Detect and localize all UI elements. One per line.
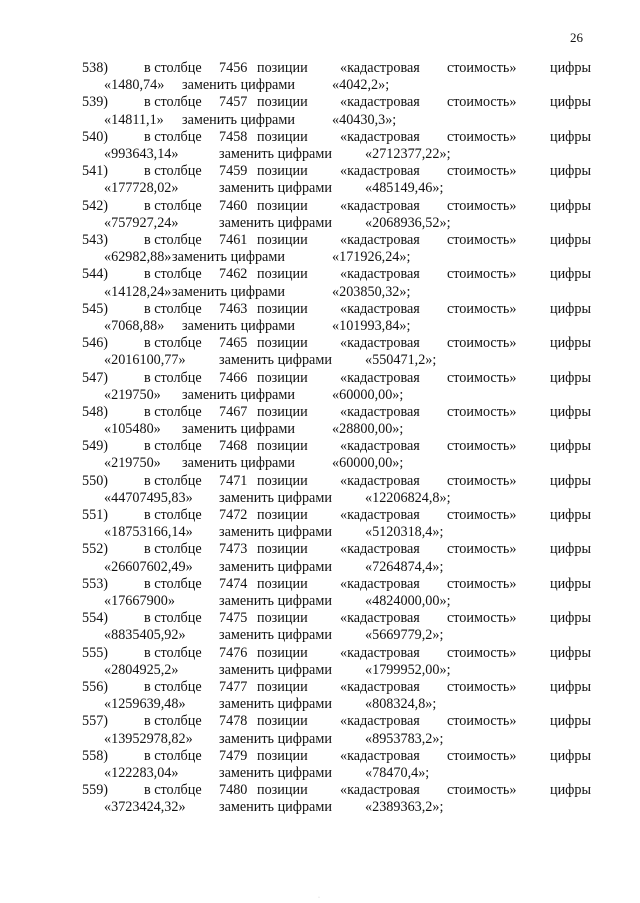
old-value: «44707495,83» [104, 489, 193, 506]
in-column-label: в столбце [144, 782, 202, 799]
positions-label: позиции [257, 644, 308, 661]
item-number: 538) [82, 60, 109, 76]
replace-label: заменить цифрами [182, 421, 295, 438]
replace-label: заменить цифрами [172, 249, 285, 266]
old-value: «14128,24» [104, 283, 172, 300]
digits-label: цифры [550, 403, 592, 420]
column-code: 7459 [219, 163, 248, 180]
new-value: «2068936,52»; [365, 214, 451, 231]
item-number: 559) [82, 782, 109, 799]
cadastral-label: «кадастровая [340, 782, 420, 799]
in-column-label: в столбце [144, 713, 202, 730]
amendment-item [82, 438, 602, 472]
in-column-label: в столбце [144, 679, 202, 696]
cadastral-label: «кадастровая [340, 197, 420, 214]
amendment-line-2 [82, 146, 602, 163]
new-value: «203850,32»; [332, 283, 411, 300]
amendment-line-2 [82, 627, 602, 644]
new-value: «4824000,00»; [365, 593, 451, 610]
value-label: стоимость» [447, 94, 517, 111]
replace-label: заменить цифрами [219, 558, 332, 575]
digits-label: цифры [550, 163, 592, 180]
replace-label: заменить цифрами [182, 455, 295, 472]
digits-label: цифры [550, 507, 592, 524]
digits-label: цифры [550, 713, 592, 730]
amendment-item [82, 370, 602, 404]
old-value: «13952978,82» [104, 730, 193, 747]
value-label: стоимость» [447, 713, 517, 730]
value-label: стоимость» [447, 747, 517, 764]
in-column-label: в столбце [144, 231, 202, 248]
in-column-label: в столбце [144, 163, 202, 180]
digits-label: цифры [550, 266, 592, 283]
old-value: «17667900» [104, 593, 175, 610]
new-value: «2389363,2»; [365, 799, 444, 816]
cadastral-label: «кадастровая [340, 128, 420, 145]
old-value: «3723424,32» [104, 799, 186, 816]
column-code: 7476 [219, 644, 248, 661]
amendment-line-2 [82, 593, 602, 610]
column-code: 7460 [219, 197, 248, 214]
cadastral-label: «кадастровая [340, 60, 420, 76]
item-number: 543) [82, 231, 109, 248]
digits-label: цифры [550, 541, 592, 558]
value-label: стоимость» [447, 679, 517, 696]
amendment-line-1 [82, 782, 602, 799]
value-label: стоимость» [447, 335, 517, 352]
column-code: 7475 [219, 610, 248, 627]
in-column-label: в столбце [144, 335, 202, 352]
item-number: 539) [82, 94, 109, 111]
value-label: стоимость» [447, 60, 517, 76]
replace-label: заменить цифрами [182, 77, 295, 94]
amendment-item [82, 163, 602, 197]
in-column-label: в столбце [144, 610, 202, 627]
in-column-label: в столбце [144, 369, 202, 386]
item-number: 549) [82, 438, 109, 455]
positions-label: позиции [257, 60, 308, 76]
cadastral-label: «кадастровая [340, 163, 420, 180]
amendment-item [82, 507, 602, 541]
old-value: «177728,02» [104, 180, 179, 197]
old-value: «122283,04» [104, 765, 179, 781]
digits-label: цифры [550, 472, 592, 489]
item-number: 551) [82, 507, 109, 524]
digits-label: цифры [550, 679, 592, 696]
cadastral-label: «кадастровая [340, 472, 420, 489]
amendment-item [82, 713, 602, 747]
old-value: «62982,88» [104, 249, 172, 266]
amendment-line-1 [82, 645, 602, 662]
positions-label: позиции [257, 472, 308, 489]
column-code: 7478 [219, 713, 248, 730]
in-column-label: в столбце [144, 403, 202, 420]
column-code: 7462 [219, 266, 248, 283]
digits-label: цифры [550, 438, 592, 455]
amendment-line-1 [82, 301, 602, 318]
positions-label: позиции [257, 747, 308, 764]
in-column-label: в столбце [144, 94, 202, 111]
in-column-label: в столбце [144, 197, 202, 214]
amendment-line-2 [82, 215, 602, 232]
amendment-line-1 [82, 266, 602, 283]
cadastral-label: «кадастровая [340, 300, 420, 317]
positions-label: позиции [257, 713, 308, 730]
digits-label: цифры [550, 197, 592, 214]
old-value: «18753166,14» [104, 524, 193, 541]
page-number: 26 [570, 30, 583, 45]
value-label: стоимость» [447, 782, 517, 799]
value-label: стоимость» [447, 128, 517, 145]
positions-label: позиции [257, 94, 308, 111]
column-code: 7474 [219, 575, 248, 592]
positions-label: позиции [257, 507, 308, 524]
footer-mark: · [318, 895, 320, 901]
digits-label: цифры [550, 610, 592, 627]
old-value: «2804925,2» [104, 661, 179, 678]
amendment-line-1 [82, 129, 602, 146]
item-number: 547) [82, 369, 109, 386]
digits-label: цифры [550, 747, 592, 764]
in-column-label: в столбце [144, 438, 202, 455]
amendment-line-2 [82, 421, 602, 438]
digits-label: цифры [550, 300, 592, 317]
amendment-line-1 [82, 94, 602, 111]
in-column-label: в столбце [144, 128, 202, 145]
item-number: 548) [82, 403, 109, 420]
amendment-item [82, 232, 602, 266]
value-label: стоимость» [447, 507, 517, 524]
amendment-item [82, 473, 602, 507]
amendment-line-2 [82, 731, 602, 748]
value-label: стоимость» [447, 403, 517, 420]
new-value: «2712377,22»; [365, 145, 451, 162]
positions-label: позиции [257, 335, 308, 352]
amendment-item [82, 610, 602, 644]
amendment-line-1 [82, 748, 602, 765]
replace-label: заменить цифрами [219, 593, 332, 610]
value-label: стоимость» [447, 197, 517, 214]
positions-label: позиции [257, 575, 308, 592]
replace-label: заменить цифрами [219, 661, 332, 678]
cadastral-label: «кадастровая [340, 438, 420, 455]
amendment-line-2 [82, 77, 602, 94]
column-code: 7479 [219, 747, 248, 764]
in-column-label: в столбце [144, 747, 202, 764]
item-number: 545) [82, 300, 109, 317]
in-column-label: в столбце [144, 644, 202, 661]
replace-label: заменить цифрами [219, 214, 332, 231]
cadastral-label: «кадастровая [340, 575, 420, 592]
in-column-label: в столбце [144, 472, 202, 489]
amendment-line-1 [82, 438, 602, 455]
column-code: 7465 [219, 335, 248, 352]
new-value: «485149,46»; [365, 180, 444, 197]
positions-label: позиции [257, 197, 308, 214]
in-column-label: в столбце [144, 507, 202, 524]
amendment-line-1 [82, 335, 602, 352]
positions-label: позиции [257, 541, 308, 558]
new-value: «808324,8»; [365, 696, 437, 713]
column-code: 7467 [219, 403, 248, 420]
positions-label: позиции [257, 128, 308, 145]
item-number: 541) [82, 163, 109, 180]
old-value: «2016100,77» [104, 352, 186, 369]
amendment-line-2 [82, 524, 602, 541]
positions-label: позиции [257, 438, 308, 455]
amendment-line-2 [82, 559, 602, 576]
item-number: 557) [82, 713, 109, 730]
replace-label: заменить цифрами [219, 180, 332, 197]
column-code: 7477 [219, 679, 248, 696]
column-code: 7471 [219, 472, 248, 489]
value-label: стоимость» [447, 438, 517, 455]
amendment-item [82, 541, 602, 575]
column-code: 7480 [219, 782, 248, 799]
cadastral-label: «кадастровая [340, 231, 420, 248]
amendment-line-1 [82, 404, 602, 421]
amendment-item [82, 129, 602, 163]
item-number: 544) [82, 266, 109, 283]
replace-label: заменить цифрами [219, 489, 332, 506]
new-value: «101993,84»; [332, 317, 411, 334]
amendment-item [82, 679, 602, 713]
column-code: 7461 [219, 231, 248, 248]
old-value: «26607602,49» [104, 558, 193, 575]
amendment-line-2 [82, 455, 602, 472]
replace-label: заменить цифрами [219, 352, 332, 369]
replace-label: заменить цифрами [219, 765, 332, 781]
digits-label: цифры [550, 644, 592, 661]
value-label: стоимость» [447, 644, 517, 661]
value-label: стоимость» [447, 300, 517, 317]
amendment-item [82, 576, 602, 610]
cadastral-label: «кадастровая [340, 335, 420, 352]
column-code: 7468 [219, 438, 248, 455]
in-column-label: в столбце [144, 541, 202, 558]
amendment-line-2 [82, 662, 602, 679]
value-label: стоимость» [447, 472, 517, 489]
positions-label: позиции [257, 403, 308, 420]
cadastral-label: «кадастровая [340, 644, 420, 661]
positions-label: позиции [257, 679, 308, 696]
positions-label: позиции [257, 610, 308, 627]
digits-label: цифры [550, 335, 592, 352]
new-value: «78470,4»; [365, 765, 430, 781]
cadastral-label: «кадастровая [340, 713, 420, 730]
old-value: «219750» [104, 455, 161, 472]
in-column-label: в столбце [144, 300, 202, 317]
digits-label: цифры [550, 60, 592, 76]
replace-label: заменить цифрами [219, 730, 332, 747]
amendment-item [82, 198, 602, 232]
amendment-item [82, 645, 602, 679]
new-value: «7264874,4»; [365, 558, 444, 575]
amendment-item [82, 335, 602, 369]
amendment-item [82, 60, 602, 94]
in-column-label: в столбце [144, 60, 202, 76]
cadastral-label: «кадастровая [340, 403, 420, 420]
item-number: 542) [82, 197, 109, 214]
item-number: 554) [82, 610, 109, 627]
replace-label: заменить цифрами [182, 386, 295, 403]
item-number: 540) [82, 128, 109, 145]
cadastral-label: «кадастровая [340, 679, 420, 696]
amendment-line-1 [82, 232, 602, 249]
old-value: «105480» [104, 421, 161, 438]
value-label: стоимость» [447, 575, 517, 592]
old-value: «1480,74» [104, 77, 165, 94]
digits-label: цифры [550, 575, 592, 592]
amendment-line-1 [82, 576, 602, 593]
new-value: «28800,00»; [332, 421, 404, 438]
column-code: 7466 [219, 369, 248, 386]
amendment-line-2 [82, 180, 602, 197]
old-value: «757927,24» [104, 214, 179, 231]
new-value: «40430,3»; [332, 111, 397, 128]
amendment-line-2 [82, 249, 602, 266]
item-number: 550) [82, 472, 109, 489]
old-value: «14811,1» [104, 111, 164, 128]
new-value: «1799952,00»; [365, 661, 451, 678]
cadastral-label: «кадастровая [340, 541, 420, 558]
amendment-item [82, 94, 602, 128]
old-value: «7068,88» [104, 317, 165, 334]
replace-label: заменить цифрами [219, 696, 332, 713]
amendment-line-1 [82, 473, 602, 490]
replace-label: заменить цифрами [182, 111, 295, 128]
new-value: «550471,2»; [365, 352, 437, 369]
new-value: «60000,00»; [332, 386, 404, 403]
positions-label: позиции [257, 369, 308, 386]
value-label: стоимость» [447, 541, 517, 558]
column-code: 7472 [219, 507, 248, 524]
cadastral-label: «кадастровая [340, 94, 420, 111]
item-number: 546) [82, 335, 109, 352]
amendment-line-1 [82, 713, 602, 730]
amendment-line-2 [82, 490, 602, 507]
value-label: стоимость» [447, 610, 517, 627]
positions-label: позиции [257, 266, 308, 283]
in-column-label: в столбце [144, 266, 202, 283]
amendment-line-2 [82, 318, 602, 335]
cadastral-label: «кадастровая [340, 507, 420, 524]
amendment-line-2 [82, 387, 602, 404]
replace-label: заменить цифрами [182, 317, 295, 334]
item-number: 553) [82, 575, 109, 592]
positions-label: позиции [257, 231, 308, 248]
amendment-line-1 [82, 60, 602, 77]
in-column-label: в столбце [144, 575, 202, 592]
old-value: «993643,14» [104, 145, 179, 162]
amendment-list [82, 60, 602, 817]
new-value: «60000,00»; [332, 455, 404, 472]
amendment-line-2 [82, 284, 602, 301]
amendment-line-2 [82, 112, 602, 129]
digits-label: цифры [550, 369, 592, 386]
amendment-item [82, 301, 602, 335]
amendment-item [82, 782, 602, 816]
digits-label: цифры [550, 231, 592, 248]
positions-label: позиции [257, 300, 308, 317]
item-number: 558) [82, 747, 109, 764]
amendment-line-1 [82, 198, 602, 215]
value-label: стоимость» [447, 266, 517, 283]
replace-label: заменить цифрами [219, 524, 332, 541]
amendment-item [82, 404, 602, 438]
cadastral-label: «кадастровая [340, 369, 420, 386]
replace-label: заменить цифрами [172, 283, 285, 300]
replace-label: заменить цифрами [219, 145, 332, 162]
amendment-line-1 [82, 370, 602, 387]
old-value: «219750» [104, 386, 161, 403]
digits-label: цифры [550, 782, 592, 799]
value-label: стоимость» [447, 231, 517, 248]
new-value: «8953783,2»; [365, 730, 444, 747]
old-value: «1259639,48» [104, 696, 186, 713]
value-label: стоимость» [447, 163, 517, 180]
column-code: 7457 [219, 94, 248, 111]
item-number: 555) [82, 644, 109, 661]
amendment-line-2 [82, 765, 602, 782]
old-value: «8835405,92» [104, 627, 186, 644]
amendment-line-1 [82, 541, 602, 558]
digits-label: цифры [550, 128, 592, 145]
amendment-line-2 [82, 352, 602, 369]
amendment-line-1 [82, 507, 602, 524]
item-number: 552) [82, 541, 109, 558]
new-value: «12206824,8»; [365, 489, 451, 506]
amendment-line-2 [82, 696, 602, 713]
value-label: стоимость» [447, 369, 517, 386]
replace-label: заменить цифрами [219, 799, 332, 816]
item-number: 556) [82, 679, 109, 696]
new-value: «171926,24»; [332, 249, 411, 266]
replace-label: заменить цифрами [219, 627, 332, 644]
column-code: 7458 [219, 128, 248, 145]
amendment-line-1 [82, 610, 602, 627]
column-code: 7473 [219, 541, 248, 558]
amendment-line-1 [82, 163, 602, 180]
amendment-item [82, 266, 602, 300]
column-code: 7456 [219, 60, 248, 76]
cadastral-label: «кадастровая [340, 747, 420, 764]
cadastral-label: «кадастровая [340, 610, 420, 627]
new-value: «5120318,4»; [365, 524, 444, 541]
cadastral-label: «кадастровая [340, 266, 420, 283]
amendment-item [82, 748, 602, 782]
positions-label: позиции [257, 782, 308, 799]
new-value: «5669779,2»; [365, 627, 444, 644]
column-code: 7463 [219, 300, 248, 317]
amendment-line-1 [82, 679, 602, 696]
amendment-line-2 [82, 799, 602, 816]
digits-label: цифры [550, 94, 592, 111]
new-value: «4042,2»; [332, 77, 390, 94]
positions-label: позиции [257, 163, 308, 180]
